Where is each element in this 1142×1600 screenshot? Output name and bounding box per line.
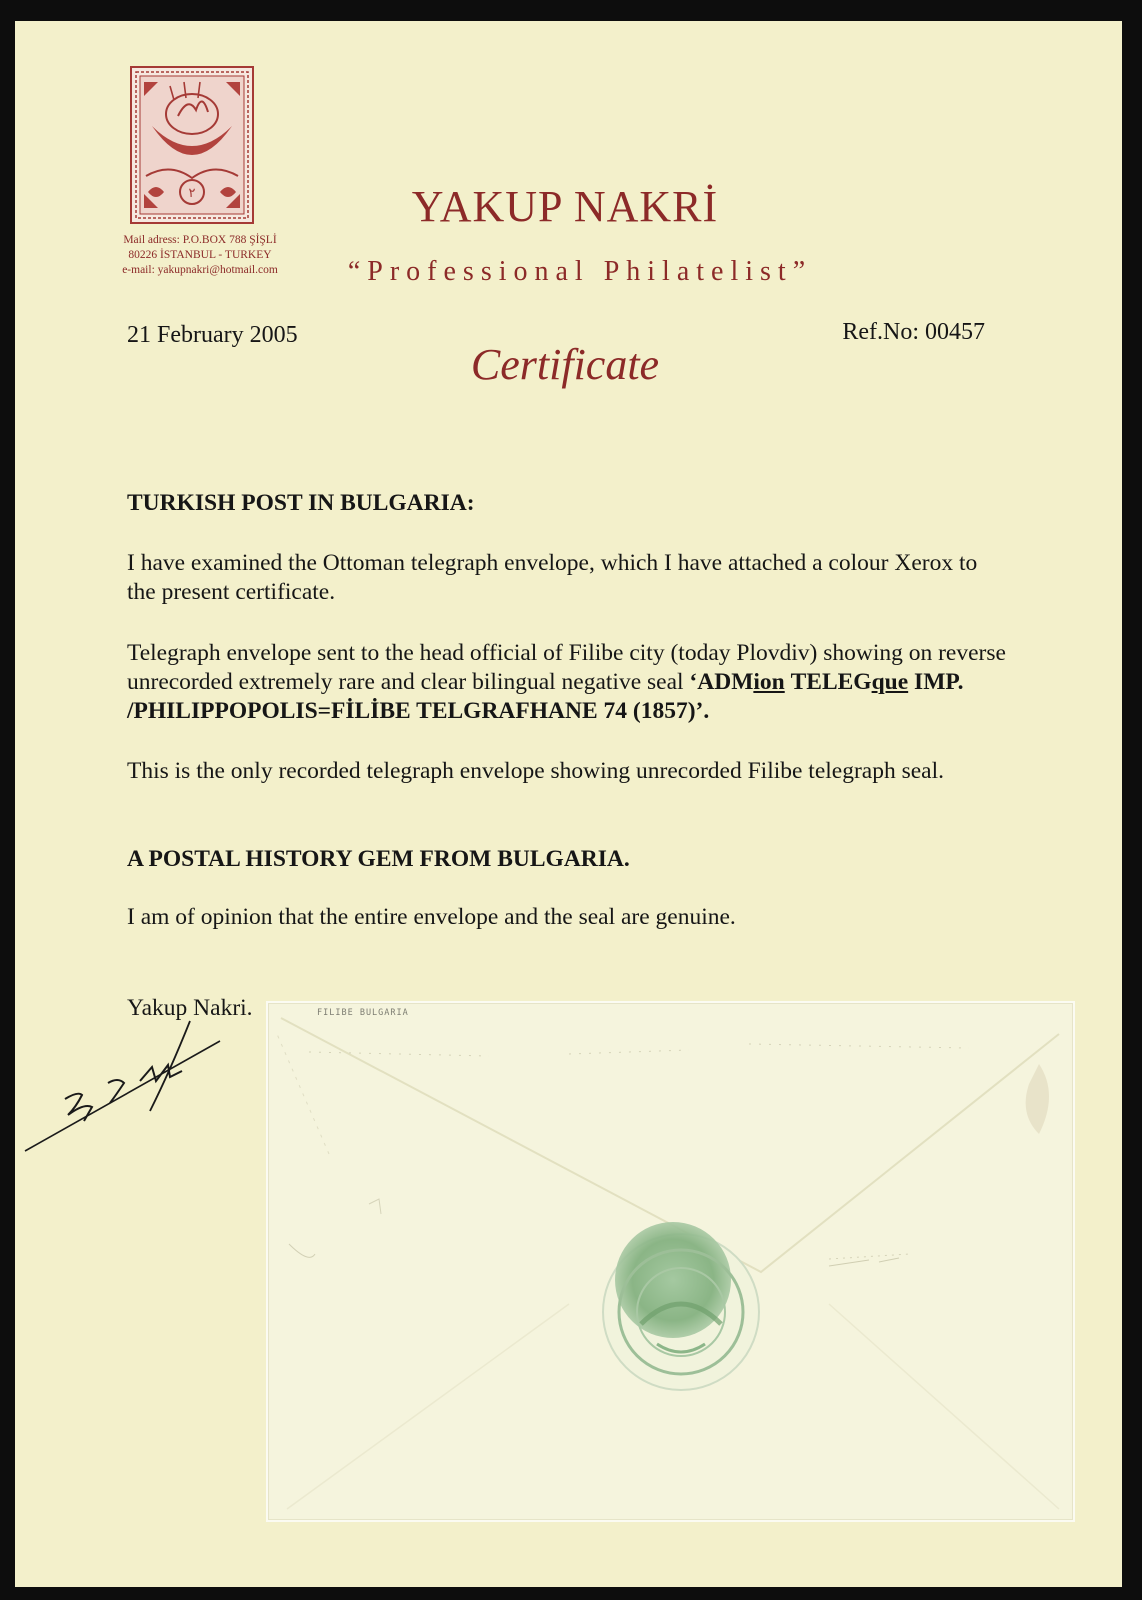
svg-text:٢: ٢ [188, 186, 196, 201]
seal-text-a: ‘ADM [689, 669, 754, 695]
section-heading: TURKISH POST IN BULGARIA: [127, 490, 475, 516]
city-country-line: 80226 İSTANBUL - TURKEY [128, 249, 272, 261]
envelope-image [269, 1004, 1072, 1519]
gem-heading: A POSTAL HISTORY GEM FROM BULGARIA. [127, 846, 630, 872]
signatory-name: Yakup Nakri. [127, 995, 253, 1021]
certificate-ref-number: Ref.No: 00457 [842, 319, 985, 345]
seal-text-b: ion [753, 669, 785, 695]
handwritten-signature [20, 1011, 240, 1161]
email-line: e-mail: yakupnakri@hotmail.com [122, 264, 278, 276]
ottoman-stamp-logo [130, 66, 254, 224]
brand-tagline: “Professional Philatelist” [347, 256, 813, 287]
certificate-page [15, 21, 1122, 1587]
certificate-title: Certificate [470, 340, 660, 389]
paragraph-examination: I have examined the Ottoman telegraph envelope, which I have attached a colour Xerox to the present certificate. [127, 550, 978, 605]
certificate-date: 21 February 2005 [127, 322, 298, 348]
seal-text-e: IMP. /PHILIPPOPOLIS=FİLİBE TELGRAFHANE 74 (1857)’. [127, 669, 964, 724]
mail-address-line: Mail adress: P.O.BOX 788 ŞİŞLİ [123, 234, 277, 246]
paragraph-uniqueness: This is the only recorded telegraph envelope showing unrecorded Filibe telegraph seal. [127, 758, 945, 784]
description-text: Telegraph envelope sent to the head official of Filibe city (today Plovdiv) showing on reverse unrecorded extremely rare and clear bilingual negative seal [127, 640, 1006, 695]
seal-text-d: que [871, 669, 909, 695]
envelope-pencil-note: FILIBE BULGARIA [317, 1008, 409, 1018]
mail-address-block [95, 233, 305, 278]
seal-text-c: TELEG [790, 669, 872, 695]
envelope-photocopy [268, 1003, 1073, 1520]
paragraph-description [127, 639, 1027, 726]
paragraph-opinion: I am of opinion that the entire envelope and the seal are genuine. [127, 904, 736, 930]
brand-name: YAKUP NAKRİ [411, 182, 719, 231]
